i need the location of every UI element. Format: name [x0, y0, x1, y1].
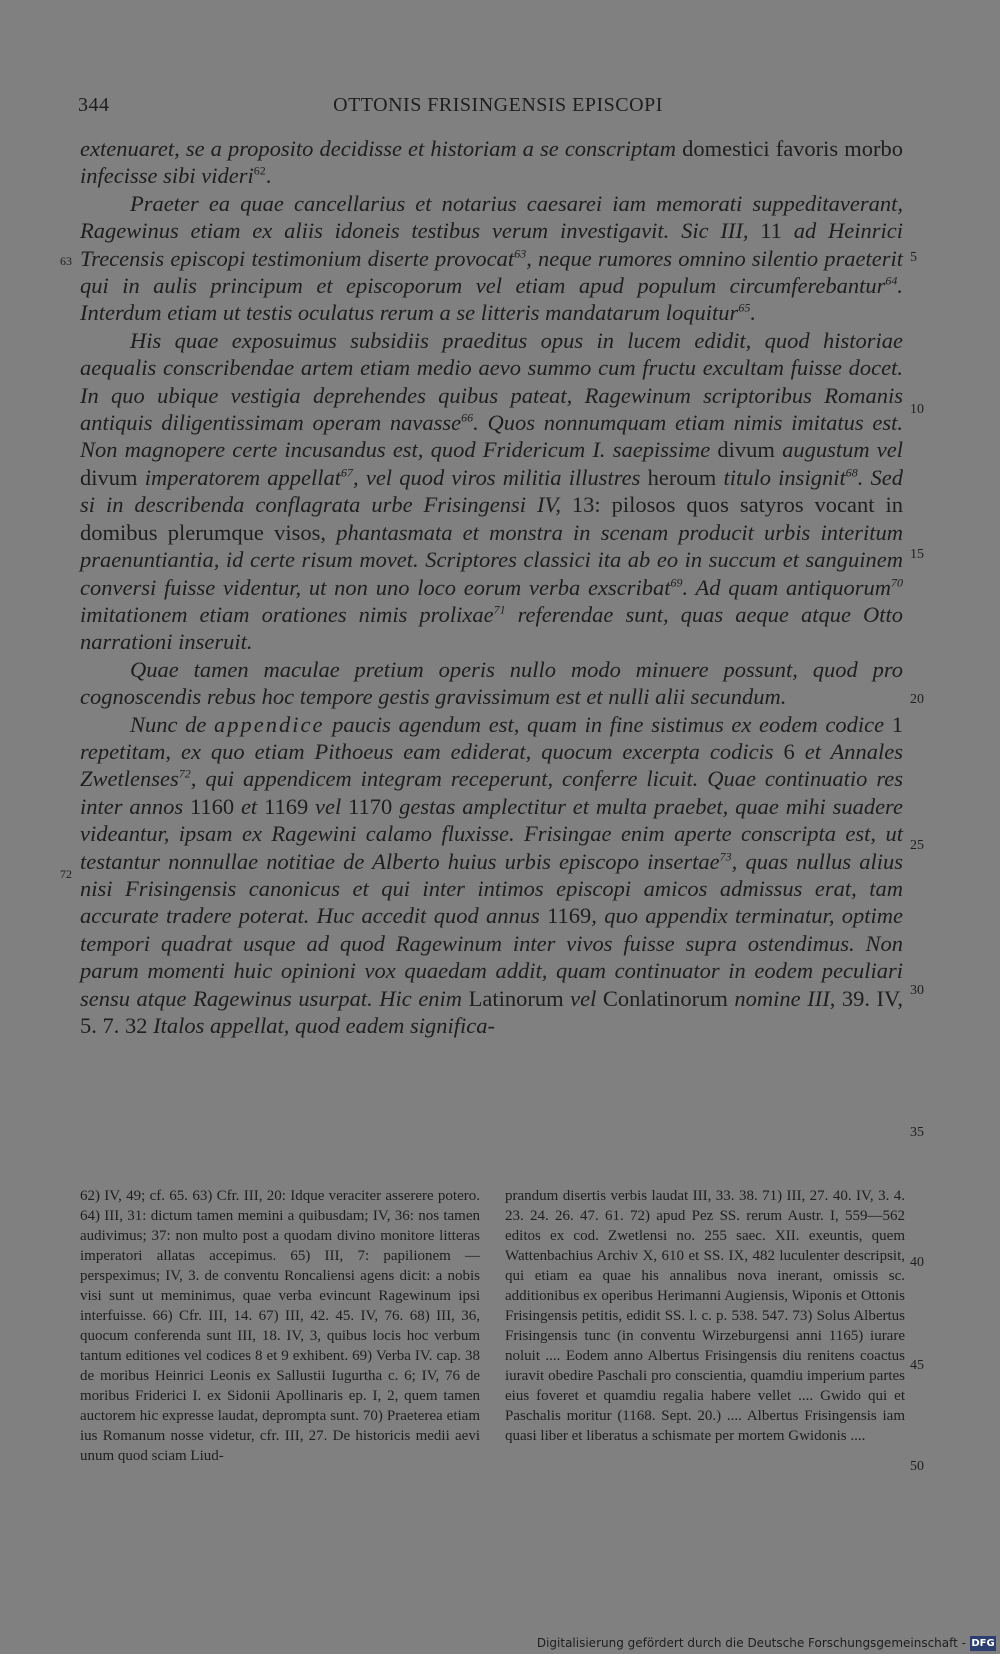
footnote-ref: 62	[253, 163, 266, 178]
footnote-ref: 70	[891, 575, 903, 589]
footnote-ref: 69	[670, 575, 683, 589]
footnote-ref: 65	[738, 300, 751, 315]
line-number: 15	[910, 547, 924, 562]
footer-bar	[0, 1632, 1000, 1654]
footnote-ref: 66	[461, 410, 474, 425]
footnote-ref: 64	[885, 273, 898, 288]
paragraph-2: Praeter ea quae cancellarius et notarius caesarei iam memorati suppeditaverant, Ragewinus etiam ex aliis idoneis testibus verum investigavit. Sic III, 11 ad Heinrici Trecensis episcopi testimonium diserte provocat$^{63}$, neque rumores omnino silentio praeterit qui in aulis principum et episcoporum vel etiam apud populum circumferebantur$^{64}$. Interdum etiam ut testis oculatus rerum a se litteris mandatarum loquitur$^{65}$.	[80, 190, 904, 326]
main-text	[80, 135, 903, 1039]
line-number: 5	[910, 250, 917, 265]
footnote-ref: 71	[493, 602, 506, 617]
paragraph-1: extenuaret, se a proposito decidisse et historiam a se conscriptam domestici favoris morbo infecisse sibi videri$^{62}$.	[80, 136, 903, 189]
line-number: 20	[910, 692, 924, 707]
footnote-ref: 73	[719, 849, 732, 864]
dfg-logo: DFG	[971, 1638, 995, 1649]
line-number: 40	[910, 1255, 924, 1270]
page-number: 344	[78, 94, 110, 116]
footnote-text: 62) IV, 49; cf. 65. 63) Cfr. III, 20: Idque veraciter asserere potero. 64) III, 31: dictum tamen memini a quibusdam; IV, 36: nos tamen audivimus; 37: non multo post a quodam divino monitore litteras imperatori allatas accepimus. 65) III, 7: papilionem — perspeximus; IV, 3. de conventu Roncaliensi agens dicit: a nobis visi sunt ut meminimus, quae verba evincunt Ragewinum ipsi interfuisse. 66) Cfr. III, 14. 67) III, 42. 45. IV, 76. 68) III, 36, quocum conferenda sunt III, 18. IV, 3, quibus locis hoc verbum tantum editiones vel codices 8 et 9 exhibent. 69) Verba IV. cap. 38 de moribus Heinrici Leonis ex Sallustii Iugurtha c. 6; IV, 76 de moribus Friderici I. ex Sidonii Apollinaris ep. I, 2, quem tamen auctorem hic expresse laudat, deprompta sunt. 70) Praeterea etiam ius Romanum nosse videtur, cfr. III, 27. De historicis medii aevi unum quod sciam Liud-	[80, 1188, 480, 1464]
line-number: 25	[910, 838, 924, 853]
footnotes-left-column	[80, 1186, 480, 1466]
footnote-margin-number: 63	[60, 254, 72, 268]
page-header	[78, 94, 918, 126]
footnote-text: prandum disertis verbis laudat III, 33. 38. 71) III, 27. 40. IV, 3. 4. 23. 24. 26. 47. 61. 72) apud Pez SS. rerum Austr. I, 559—562 editos ex cod. Zwetlensi no. 255 saec. XII. exeuntis, quem Wattenbachius Archiv X, 610 et SS. IX, 482 luculenter descripsit, qui etiam ea quae his annalibus nova inerant, omissis sc. additionibus ex operibus Herimanni Augiensis, Wiponis et Ottonis Frisingensis petitis, edidit SS. l. c. p. 538. 547. 73) Solus Albertus Frisingensis tunc (in conventu Wirzeburgensi anni 1165) iurare noluit .... Eodem anno Albertus Frisingensis diu renitens coactus iuravit obedire Paschali pro conscientia, quamdiu imperium partes eius foveret et quamdiu regalia habere vellet .... Gwido qui et Paschalis moritur (1168. Sept. 20.) .... Albertus Frisingensis iam quasi liber et liberatus a schismate per mortem Gwidonis ....	[505, 1188, 905, 1444]
footnote-ref: 72	[178, 766, 191, 781]
line-number: 30	[910, 983, 924, 998]
paragraph-4: Quae tamen maculae pretium operis nullo modo minuere possunt, quod pro cognoscendis rebus hoc tempore gestis gravissimum est et nulli alii secundum.	[80, 656, 903, 710]
footnote-ref: 63	[514, 246, 527, 261]
line-number: 45	[910, 1358, 924, 1373]
running-title: OTTONIS FRISINGENSIS EPISCOPI	[333, 94, 663, 116]
line-number: 10	[910, 402, 924, 417]
line-number: 50	[910, 1459, 924, 1474]
paragraph-3: His quae exposuimus subsidiis praeditus opus in lucem edidit, quod historiae aequalis conscribendae artem etiam medio aevo summo cum fructu excultam fuisse docet. In quo ubique vestigia deprehendes quibus pateat, Ragewinum scriptoribus Romanis antiquis diligentissimam operam navasse$^{66}$. Quos nonnumquam etiam nimis imitatus est. Non magnopere certe incusandus est, quod Fridericum I. saepissime divum augustum vel divum imperatorem appellat$^{67}$, vel quod viros militia illustres heroum titulo insignit$^{68}$. Sed si in describenda conflagrata urbe Frisingensi IV, 13: pilosos quos satyros vocant in domibus plerumque visos, phantasmata et monstra in scenam producit urbis interitum praenuntiantia, id certe risum movet. Scriptores classici ita ab eo in succum et sanguinem conversi fuisse videntur, ut non uno loco eorum verba exscribat$^{69}$. Ad quam antiquorum$^{70}$ imitationem etiam orationes nimis prolixae$^{71}$ referendae sunt, quas aeque atque Otto narrationi inseruit.	[80, 327, 904, 655]
footnote-ref: 67	[341, 465, 354, 480]
line-number: 35	[910, 1125, 924, 1140]
footnotes-right-column	[505, 1186, 905, 1446]
footnote-margin-number: 72	[60, 867, 72, 881]
funding-notice: Digitalisierung gefördert durch die Deutsche Forschungsgemeinschaft -	[536, 1636, 966, 1650]
footnote-ref: 68	[845, 465, 858, 480]
paragraph-5: Nunc de appendice paucis agendum est, quam in fine sistimus ex eodem codice 1 repetitam, ex quo etiam Pithoeus eam ediderat, quocum excerpta codicis 6 et Annales Zwetlenses$^{72}$, qui appendicem integram receperunt, conferre licuit. Quae continuatio res inter annos 1160 et 1169 vel 1170 gestas amplectitur et multa praebet, quae mihi suadere videantur, ipsam ex Ragewini calamo fluxisse. Frisingae enim aperte conscripta est, ut testantur nonnullae notitiae de Alberto huius urbis episcopo insertae$^{73}$, quas nullus alius nisi Frisingensis canonicus et qui inter intimos episcopi amicos admissus erat, tam accurate tradere poterat. Huc accedit quod annus 1169, quo appendix terminatur, optime tempori quadrat usque ad quod Ragewinum inter vivos fuisse supra ostendimus. Non parum momenti huic opinioni vox quaedam addit, quam continuator in eodem peculiari sensu atque Ragewinus usurpat. Hic enim Latinorum vel Conlatinorum nomine III, 39. IV, 5. 7. 32 Italos appellat, quod eadem significa-	[80, 711, 903, 1038]
